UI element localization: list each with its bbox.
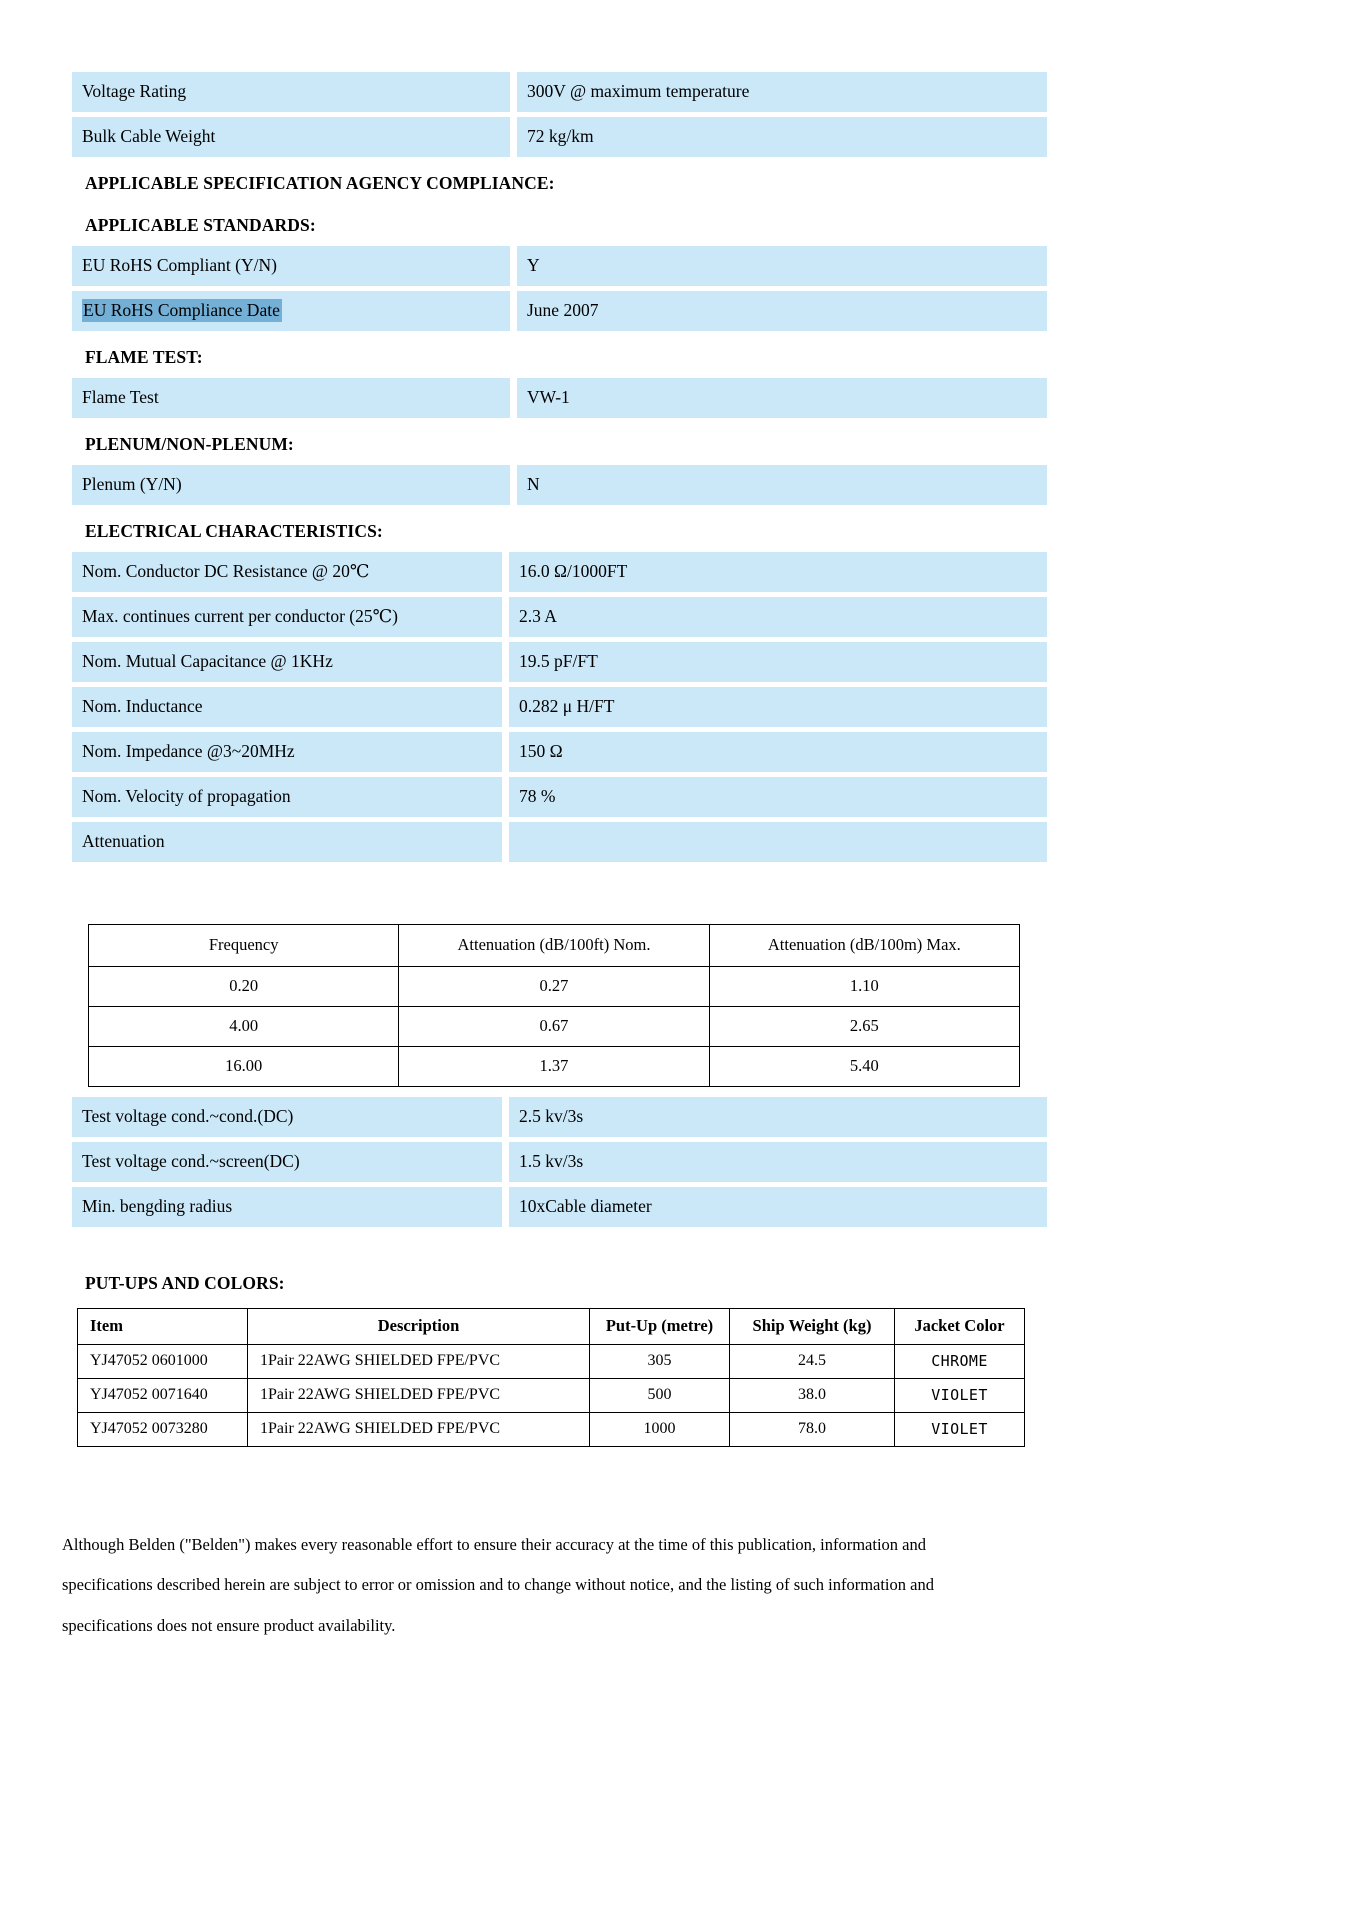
heading-plenum: PLENUM/NON-PLENUM:: [85, 434, 294, 454]
spec-row: [72, 246, 1047, 286]
spec-row: [72, 1142, 1047, 1182]
cell-putup: 1000: [590, 1413, 730, 1447]
column-header-jacket-color: Jacket Color: [895, 1309, 1025, 1345]
column-gap: [502, 597, 509, 637]
footer-line-3: specifications does not ensure product availability.: [62, 1615, 396, 1635]
cell-atten-nom: 1.37: [399, 1047, 709, 1087]
spec-label: EU RoHS Compliant (Y/N): [72, 246, 510, 286]
cell-item: YJ47052 0071640: [78, 1379, 248, 1413]
spec-label: Nom. Mutual Capacitance @ 1KHz: [72, 642, 502, 682]
cell-item: YJ47052 0073280: [78, 1413, 248, 1447]
spec-value: 2.3 A: [509, 597, 1047, 637]
putups-table: [77, 1308, 1025, 1447]
cell-atten-max: 5.40: [709, 1047, 1019, 1087]
cell-description: 1Pair 22AWG SHIELDED FPE/PVC: [248, 1413, 590, 1447]
cell-putup: 500: [590, 1379, 730, 1413]
column-gap: [510, 378, 517, 418]
column-gap: [510, 72, 517, 112]
table-row: [89, 967, 1020, 1007]
selected-text-highlight: EU RoHS Compliance Date: [83, 300, 280, 320]
top-spec-group: [0, 72, 1357, 157]
spec-label: Attenuation: [72, 822, 502, 862]
footer-disclaimer: [62, 1525, 1272, 1646]
column-gap: [502, 1142, 509, 1182]
spec-label: Test voltage cond.~cond.(DC): [72, 1097, 502, 1137]
spec-label: Max. continues current per conductor (25℃): [72, 597, 502, 637]
footer-line-2: specifications described herein are subject to error or omission and to change without notice, and the listing of such information and: [62, 1575, 934, 1595]
cell-atten-nom: 0.67: [399, 1007, 709, 1047]
table-header-row: [89, 925, 1020, 967]
cell-description: 1Pair 22AWG SHIELDED FPE/PVC: [248, 1379, 590, 1413]
cell-item: YJ47052 0601000: [78, 1345, 248, 1379]
spec-value: VW-1: [517, 378, 1047, 418]
spec-label: Min. bengding radius: [72, 1187, 502, 1227]
spec-value: 10xCable diameter: [509, 1187, 1047, 1227]
spec-row: [72, 732, 1047, 772]
spec-row: [72, 117, 1047, 157]
cell-jacket-color: VIOLET: [895, 1413, 1025, 1447]
spec-value: [509, 822, 1047, 862]
cell-description: 1Pair 22AWG SHIELDED FPE/PVC: [248, 1345, 590, 1379]
test-spec-group: [0, 1097, 1357, 1227]
heading-electrical-characteristics: ELECTRICAL CHARACTERISTICS:: [85, 521, 383, 541]
spec-value: 78 %: [509, 777, 1047, 817]
spec-value: 300V @ maximum temperature: [517, 72, 1047, 112]
spec-label: Voltage Rating: [72, 72, 510, 112]
cell-ship-weight: 78.0: [730, 1413, 895, 1447]
column-gap: [502, 777, 509, 817]
column-gap: [502, 732, 509, 772]
spec-label: Nom. Inductance: [72, 687, 502, 727]
spec-row: [72, 1097, 1047, 1137]
column-gap: [510, 117, 517, 157]
cell-frequency: 0.20: [89, 967, 399, 1007]
spec-row: [72, 777, 1047, 817]
cell-jacket-color: CHROME: [895, 1345, 1025, 1379]
cell-atten-nom: 0.27: [399, 967, 709, 1007]
spec-label: Flame Test: [72, 378, 510, 418]
spec-row: [72, 597, 1047, 637]
spec-label: Nom. Conductor DC Resistance @ 20℃: [72, 552, 502, 592]
cell-jacket-color: VIOLET: [895, 1379, 1025, 1413]
spec-value: 1.5 kv/3s: [509, 1142, 1047, 1182]
table-row: [89, 1047, 1020, 1087]
attenuation-table: [88, 924, 1020, 1087]
spec-row: [72, 687, 1047, 727]
column-gap: [510, 465, 517, 505]
cell-ship-weight: 24.5: [730, 1345, 895, 1379]
spec-value: 16.0 Ω/1000FT: [509, 552, 1047, 592]
heading-putups-and-colors: PUT-UPS AND COLORS:: [85, 1273, 285, 1293]
spec-row-selected: [72, 291, 1047, 331]
table-header-row: [78, 1309, 1025, 1345]
cell-frequency: 4.00: [89, 1007, 399, 1047]
spec-label: Nom. Impedance @3~20MHz: [72, 732, 502, 772]
spec-row: [72, 465, 1047, 505]
spacer: [0, 1087, 1357, 1097]
spec-row: [72, 378, 1047, 418]
footer-line-1: Although Belden ("Belden") makes every reasonable effort to ensure their accuracy at the time of this publication, information and: [62, 1535, 927, 1554]
column-gap: [510, 291, 517, 331]
cell-ship-weight: 38.0: [730, 1379, 895, 1413]
cell-frequency: 16.00: [89, 1047, 399, 1087]
column-header-item: Item: [78, 1309, 248, 1345]
spec-value: 72 kg/km: [517, 117, 1047, 157]
cell-atten-max: 1.10: [709, 967, 1019, 1007]
column-gap: [502, 822, 509, 862]
table-row: [78, 1379, 1025, 1413]
spec-label: Plenum (Y/N): [72, 465, 510, 505]
standards-spec-group: [0, 246, 1357, 331]
column-gap: [510, 246, 517, 286]
column-gap: [502, 642, 509, 682]
table-row: [89, 1007, 1020, 1047]
spec-value: 2.5 kv/3s: [509, 1097, 1047, 1137]
column-header-attenuation-db100ft: Attenuation (dB/100ft) Nom.: [399, 925, 709, 967]
column-header-ship-weight: Ship Weight (kg): [730, 1309, 895, 1345]
column-header-frequency: Frequency: [89, 925, 399, 967]
table-row: [78, 1413, 1025, 1447]
spec-value: June 2007: [517, 291, 1047, 331]
spec-row: [72, 72, 1047, 112]
heading-agency-compliance: APPLICABLE SPECIFICATION AGENCY COMPLIANCE:: [85, 173, 555, 193]
column-gap: [502, 1097, 509, 1137]
spec-value: Y: [517, 246, 1047, 286]
spec-label: Bulk Cable Weight: [72, 117, 510, 157]
spec-label: Nom. Velocity of propagation: [72, 777, 502, 817]
spec-row-attenuation: [72, 822, 1047, 862]
spec-label: [72, 291, 510, 331]
heading-applicable-standards: APPLICABLE STANDARDS:: [85, 215, 316, 235]
column-header-description: Description: [248, 1309, 590, 1345]
spec-value: N: [517, 465, 1047, 505]
spec-label: Test voltage cond.~screen(DC): [72, 1142, 502, 1182]
table-row: [78, 1345, 1025, 1379]
spec-value: 0.282 μ H/FT: [509, 687, 1047, 727]
spec-row: [72, 642, 1047, 682]
cell-putup: 305: [590, 1345, 730, 1379]
cell-atten-max: 2.65: [709, 1007, 1019, 1047]
electrical-spec-group: [0, 552, 1357, 862]
column-header-attenuation-db100m: Attenuation (dB/100m) Max.: [709, 925, 1019, 967]
column-gap: [502, 1187, 509, 1227]
spec-row: [72, 1187, 1047, 1227]
column-header-putup: Put-Up (metre): [590, 1309, 730, 1345]
spec-row: [72, 552, 1047, 592]
spec-value: 150 Ω: [509, 732, 1047, 772]
spec-value: 19.5 pF/FT: [509, 642, 1047, 682]
spacer: [0, 1232, 1357, 1262]
column-gap: [502, 687, 509, 727]
heading-flame-test: FLAME TEST:: [85, 347, 203, 367]
column-gap: [502, 552, 509, 592]
